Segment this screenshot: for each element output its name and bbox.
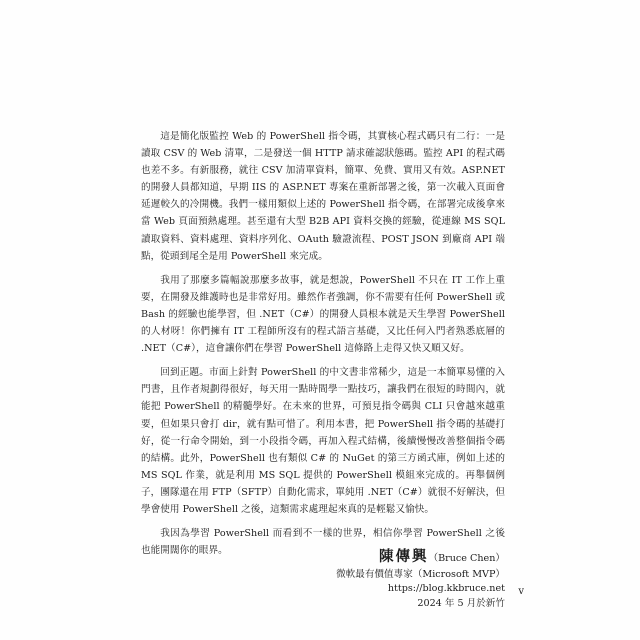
author-blog-url: https://blog.kkbruce.net [387,583,505,595]
signature-block [205,548,505,611]
page-number: v [518,586,524,597]
paragraph-2: 我用了那麼多篇幅說那麼多故事，就是想說，PowerShell 不只在 IT 工作上重要，在開發及維護時也是非常好用。雖然作者強調，你不需要有任何 PowerShell 或 Bash 的經驗也能學習，但 .NET（C#）的開發人員根本就是天生學習 PowerShell 的人材呀！你們擁有 IT 工程師所沒有的程式語言基礎，又比任何入門者熟悉底層的 .NET（C#），這會讓你們在學習 PowerShell 這條路上走得又快又順又好。 [141,274,505,355]
author-name: 陳傳興 [379,548,429,565]
foreword-body [141,128,505,566]
signature-name-row [205,548,505,568]
paragraph-4: 我因為學習 PowerShell 而看到不一樣的世界，相信你學習 PowerShell 之後也能開闊你的眼界。 [141,528,505,557]
signature-date: 2024 年 5 月於新竹 [417,597,505,609]
author-name-english: （Bruce Chen） [428,553,505,564]
paragraph-1: 這是簡化版監控 Web 的 PowerShell 指令碼，其實核心程式碼只有二行：一是讀取 CSV 的 Web 清單，二是發送一個 HTTP 請求確認狀態碼。監控 API 的程式碼也差不多。有新服務，就往 CSV 加清單資料，簡單、免費、實用又有效。ASP.NET 的開發人員都知道，早期 IIS 的 ASP.NET 專案在重新部署之後，第一次載入頁面會延遲較久的冷開機。我們一樣用類似上述的 PowerShell 指令碼，在部署完成後拿來當 Web 頁面預熱處理。甚至還有大型 B2B API 資料交換的經驗，從連線 MS SQL 讀取資料、資料處理、資料序列化、OAuth 驗證流程、POST JSON 到廠商 API 端點，從頭到尾全是用 PowerShell 來完成。 [141,131,505,262]
author-title: 微軟最有價值專家（Microsoft MVP） [336,569,505,580]
paragraph-3: 回到正題。市面上針對 PowerShell 的中文書非常稀少，這是一本簡單易懂的入門書，且作者規劃得很好，每天用一點時間學一點技巧，讓我們在很短的時間內，就能把 PowerShell 的精髓學好。在未來的世界，可預見指令碼與 CLI 只會越來越重要，但如果只會打 dir，就有點可惜了。利用本書，把 PowerShell 指令碼的基礎打好，從一行命令開始，到一小段指令碼，再加入程式結構，後續慢慢改善整個指令碼的結構。此外，PowerShell 也有類似 C# 的 NuGet 的第三方函式庫，例如上述的 MS SQL 作業，就是利用 MS SQL 提供的 PowerShell 模組來完成的。再舉個例子，團隊還在用 FTP（SFTP）自動化需求，單純用 .NET（C#）就很不好解決，但學會使用 PowerShell 之後，這類需求處理起來真的是輕鬆又愉快。 [141,367,505,515]
